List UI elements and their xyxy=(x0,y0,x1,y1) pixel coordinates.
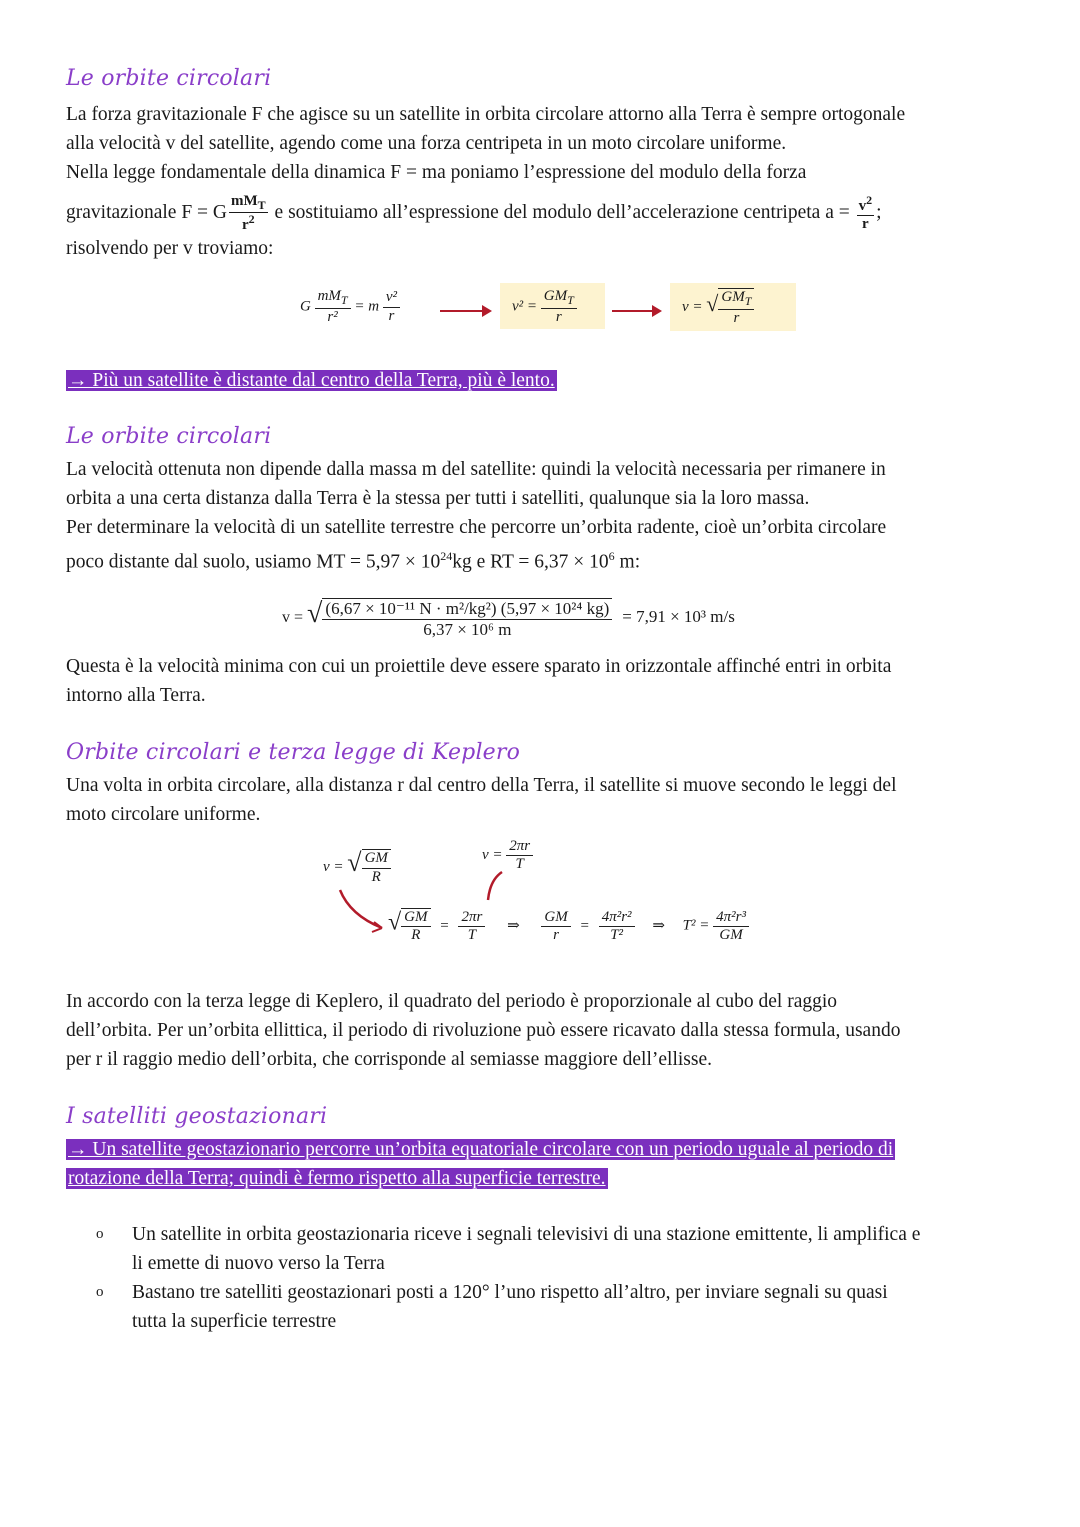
eq-numerator: mM xyxy=(317,288,341,304)
superscript: 2 xyxy=(866,193,873,208)
implies-icon: ⇒ xyxy=(507,917,520,934)
bullet-icon: o xyxy=(96,1226,104,1242)
callout-piu-distante xyxy=(66,366,557,395)
heading-orbite-circolari-2: Le orbite circolari xyxy=(66,424,272,449)
eq-symbol: v = xyxy=(282,609,304,627)
eq-numerator: GM xyxy=(362,850,391,868)
eq-symbol: v² = xyxy=(512,298,538,315)
eq-numerator: 2πr xyxy=(506,838,533,856)
text-line: per r il raggio medio dell’orbita, che corrisponde al semiasse maggiore dell’ellisse. xyxy=(66,1049,712,1070)
eq-fraction xyxy=(506,838,533,874)
fraction-denominator: r xyxy=(242,217,249,234)
subscript: T xyxy=(340,293,348,307)
text-line: intorno alla Terra. xyxy=(66,685,206,706)
text-line: Bastano tre satelliti geostazionari posti a 120° l’uno rispetto all’altro, per inviare segnali su quasi xyxy=(132,1282,888,1303)
eq-fraction xyxy=(315,288,351,326)
eq-symbol: v = xyxy=(482,847,503,864)
heading-satelliti-geostazionari: I satelliti geostazionari xyxy=(66,1104,328,1129)
eq-fraction xyxy=(541,288,577,326)
paragraph-moto-circolare xyxy=(66,771,1021,829)
eq-numerator: GM xyxy=(541,909,570,927)
eq-numerator: GM xyxy=(721,289,745,305)
text-line: La velocità ottenuta non dipende dalla massa m del satellite: quindi la velocità necessaria per rimanere in xyxy=(66,459,886,480)
text-line-masses xyxy=(66,542,1021,577)
subscript: T xyxy=(744,294,752,308)
eq-fraction xyxy=(713,909,749,945)
text-fragment: kg e RT = 6,37 × 10 xyxy=(452,551,609,573)
eq-fraction xyxy=(599,909,635,945)
text-line: Una volta in orbita circolare, alla distanza r dal centro della Terra, il satellite si muove secondo le leggi del xyxy=(66,775,897,796)
equation-velocita-orbitale xyxy=(282,598,735,639)
highlighted-text: → Più un satellite è distante dal centro della Terra, più è lento. xyxy=(68,370,555,391)
eq-denominator: T xyxy=(515,856,524,873)
eq-denominator: r² xyxy=(327,308,338,325)
callout-geostazionario xyxy=(66,1135,1026,1193)
list-item xyxy=(96,1220,1026,1278)
paragraph-velocita xyxy=(66,455,1021,577)
equation-step-3 xyxy=(682,288,754,327)
eq-denominator: GM xyxy=(719,926,743,943)
text-line: risolvendo per v troviamo: xyxy=(66,237,274,259)
bullet-icon: o xyxy=(96,1284,104,1300)
text-line: Un satellite in orbita geostazionaria riceve i segnali televisivi di una stazione emittente, li amplifica e xyxy=(132,1224,921,1245)
paragraph-velocita-minima xyxy=(66,652,1021,710)
text-line: In accordo con la terza legge di Keplero, il quadrato del periodo è proporzionale al cubo del raggio xyxy=(66,991,838,1012)
bullet-list xyxy=(96,1220,1026,1336)
eq-numerator: 2πr xyxy=(458,909,485,927)
eq-numerator: 4π²r³ xyxy=(713,909,749,927)
sqrt-icon: √ xyxy=(388,909,402,936)
highlighted-text: rotazione della Terra; quindi è fermo rispetto alla superficie terrestre. xyxy=(68,1168,606,1189)
paragraph-forza-gravitazionale xyxy=(66,100,1021,263)
text-fragment: gravitazionale F = G xyxy=(66,201,227,223)
equation-keplero-chain xyxy=(388,908,749,945)
fraction-numerator: v xyxy=(858,198,867,215)
text-line: Nella legge fondamentale della dinamica F = ma poniamo l’espressione del modulo della forza xyxy=(66,162,807,183)
eq-symbol: = xyxy=(580,917,589,934)
text-fragment: ; xyxy=(876,201,882,223)
eq-fraction xyxy=(458,909,485,945)
text-line: tutta la superficie terrestre xyxy=(132,1311,337,1332)
implies-icon: ⇒ xyxy=(652,917,665,934)
superscript: 24 xyxy=(440,549,453,563)
heading-terza-legge-keplero: Orbite circolari e terza legge di Keplero xyxy=(66,740,521,765)
formula-fraction xyxy=(229,193,268,234)
eq-symbol: T² = xyxy=(682,917,710,934)
equation-v-2pir-t xyxy=(482,838,533,874)
eq-denominator: r xyxy=(733,309,740,326)
text-line: Questa è la velocità minima con cui un proiettile deve essere sparato in orizzontale affinché entri in orbita xyxy=(66,656,892,677)
eq-denominator: R xyxy=(411,927,421,944)
eq-symbol: = xyxy=(440,917,449,934)
eq-fraction xyxy=(718,288,754,327)
text-line: alla velocità v del satellite, agendo come una forza centripeta in un moto circolare uniforme. xyxy=(66,133,787,154)
text-fragment: m: xyxy=(614,551,641,573)
superscript: 2 xyxy=(248,212,255,227)
eq-symbol: v = xyxy=(323,859,344,875)
eq-numerator: 4π²r² xyxy=(599,909,635,927)
eq-fraction xyxy=(322,598,612,639)
curved-arrow-right xyxy=(488,872,502,900)
fraction-denominator: r xyxy=(862,215,869,232)
eq-denominator: r xyxy=(388,307,395,324)
eq-numerator: GM xyxy=(401,909,430,927)
arrow-head-icon xyxy=(652,305,662,317)
equation-step-2 xyxy=(512,288,577,326)
text-fragment: poco distante dal suolo, usiamo MT = 5,97 × 10 xyxy=(66,551,441,573)
fraction-numerator: mM xyxy=(231,193,258,209)
eq-numerator: v² xyxy=(383,289,400,307)
eq-symbol: G xyxy=(300,298,311,315)
sqrt-icon: √ xyxy=(347,848,362,877)
paragraph-terza-legge xyxy=(66,987,1021,1074)
text-line: orbita a una certa distanza dalla Terra è la stessa per tutti i satelliti, qualunque sia la loro massa. xyxy=(66,488,810,509)
highlighted-text: → Un satellite geostazionario percorre un’orbita equatoriale circolare con un periodo uguale al periodo di xyxy=(68,1139,894,1160)
eq-denominator: T xyxy=(467,926,477,943)
text-line: dell’orbita. Per un’orbita ellittica, il periodo di rivoluzione può essere ricavato dalla stessa formula, usando xyxy=(66,1020,901,1041)
sqrt-icon: √ xyxy=(307,598,323,630)
text-line: li emette di nuovo verso la Terra xyxy=(132,1253,385,1274)
eq-fraction xyxy=(401,908,430,945)
list-item xyxy=(96,1278,1026,1336)
heading-orbite-circolari-1: Le orbite circolari xyxy=(66,66,272,91)
subscript: T xyxy=(257,198,266,212)
text-line-formula xyxy=(66,193,1021,234)
eq-fraction xyxy=(383,289,400,325)
eq-symbol: v = xyxy=(682,298,703,315)
subscript: T xyxy=(567,293,574,307)
text-line: La forza gravitazionale F che agisce su un satellite in orbita circolare attorno alla Terra è sempre ortogonale xyxy=(66,104,906,125)
formula-fraction xyxy=(857,194,875,232)
eq-fraction xyxy=(541,909,570,945)
eq-numerator: GM xyxy=(543,288,568,304)
equation-step-1 xyxy=(300,288,400,326)
eq-denominator: 6,37 × 10⁶ m xyxy=(423,619,512,639)
eq-denominator: r xyxy=(553,926,559,943)
eq-denominator: T² xyxy=(610,926,624,943)
eq-numerator: (6,67 × 10⁻¹¹ N · m²/kg²) (5,97 × 10²⁴ kg) xyxy=(322,599,612,620)
arrow-right-icon xyxy=(612,310,654,312)
eq-denominator: r xyxy=(555,308,562,325)
eq-denominator: R xyxy=(371,868,381,885)
arrow-head-icon xyxy=(482,305,492,317)
eq-result: = 7,91 × 10³ m/s xyxy=(622,607,735,627)
superscript: 6 xyxy=(608,549,615,563)
text-line: moto circolare uniforme. xyxy=(66,804,261,825)
eq-symbol: = m xyxy=(354,298,380,315)
arrow-right-icon xyxy=(440,310,484,312)
text-fragment: e sostituiamo all’espressione del modulo dell’accelerazione centripeta a = xyxy=(274,201,850,223)
sqrt-icon: √ xyxy=(706,290,719,316)
text-line: Per determinare la velocità di un satellite terrestre che percorre un’orbita radente, cioè un’orbita circolare xyxy=(66,517,887,538)
